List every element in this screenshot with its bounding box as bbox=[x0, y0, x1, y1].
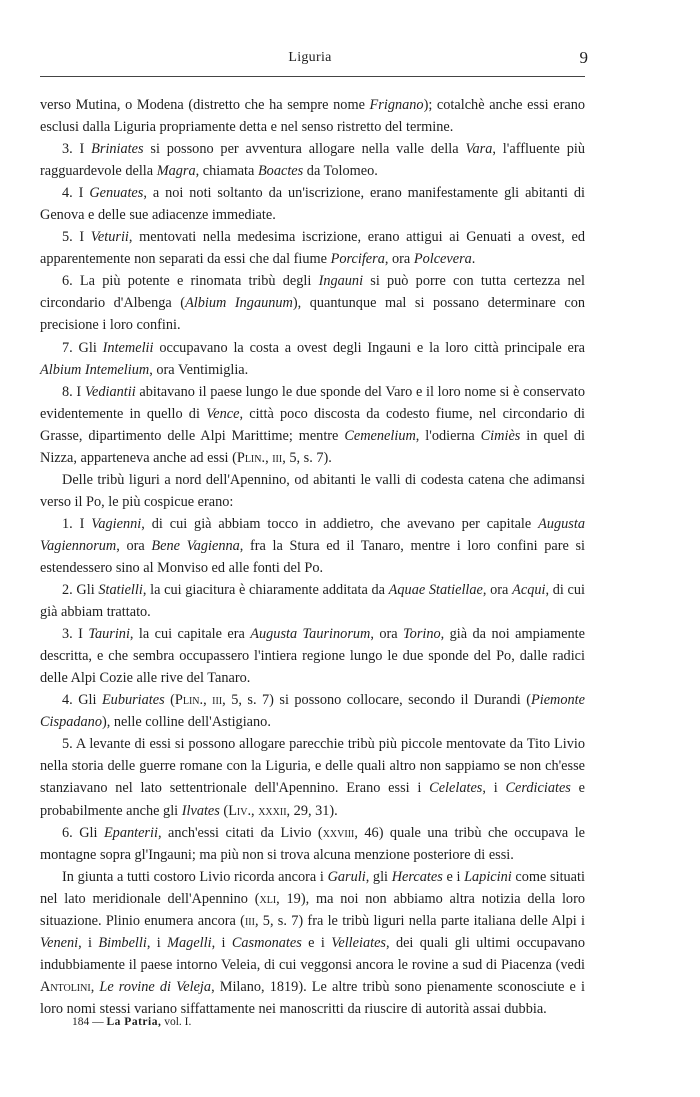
text-run: in quel di Nizza, apparteneva anche ad essi ( bbox=[40, 427, 585, 466]
text-run: si può porre con tutta certezza nel circondario d'Albenga ( bbox=[40, 273, 585, 312]
text-run: , 5, s. 7) fra le tribù liguri nella parte italiana delle Alpi i bbox=[254, 912, 585, 929]
paragraph bbox=[40, 733, 585, 821]
smallcaps-text: iii bbox=[272, 449, 283, 466]
italic-text: Velleiates bbox=[331, 934, 386, 951]
italic-text: Garuli bbox=[327, 868, 366, 885]
running-title: Liguria bbox=[288, 50, 332, 65]
smallcaps-text: iii bbox=[212, 692, 223, 709]
smallcaps-text: Plin. bbox=[174, 692, 204, 709]
text-run: 8. I bbox=[62, 383, 85, 400]
text-run: In giunta a tutti costoro Livio ricorda ancora i bbox=[62, 868, 328, 885]
text-run: , 19), ma noi non abbiamo altra notizia della loro situazione. Plinio enumera ancora ( bbox=[40, 890, 585, 929]
text-run: ), quantunque mal si possano determinare con precisione i loro confini. bbox=[40, 295, 585, 334]
text-run: , già da noi ampiamente descritta, e che sembra occupassero l'intiera regione lungo le due sponde del Po, dalle radici delle Alpi Cozie alle rive del Tanaro. bbox=[40, 626, 585, 687]
signature-brand: La Patria, bbox=[106, 1016, 162, 1028]
paragraph bbox=[40, 623, 585, 689]
italic-text: Taurini bbox=[88, 626, 130, 643]
text-run: , 5, s. 7) si possono collocare, secondo il Durandi ( bbox=[222, 692, 531, 709]
text-run: , 29, 31). bbox=[286, 802, 338, 819]
text-run: , i bbox=[146, 934, 168, 951]
paragraph bbox=[40, 689, 585, 733]
text-run: , di cui già abbiam tocco in addietro, che avevano per capitale bbox=[141, 515, 539, 532]
text-run: , i bbox=[78, 934, 99, 951]
text-run: , chiamata bbox=[195, 163, 258, 180]
text-run: ( bbox=[219, 802, 229, 819]
text-run: occupavano la costa a ovest degli Ingauni e la loro città principale era bbox=[153, 339, 585, 356]
text-run: ); cotalchè anche essi erano esclusi dalla Liguria propriamente detta e nel senso ristretto del termine. bbox=[40, 97, 585, 136]
running-header bbox=[40, 48, 588, 74]
text-run: abitavano il paese lungo le due sponde del Varo e il loro nome si è conservato evidentemente in quello di bbox=[40, 383, 585, 422]
italic-text: Le rovine di Veleja bbox=[99, 978, 212, 995]
italic-text: Vence bbox=[206, 405, 240, 422]
text-run: , gli bbox=[365, 868, 392, 885]
italic-text: Hercates bbox=[391, 868, 443, 885]
paragraph bbox=[40, 226, 585, 270]
italic-text: Celelates bbox=[429, 780, 483, 797]
text-run: da Tolomeo. bbox=[303, 163, 378, 180]
text-run: 6. Gli bbox=[62, 824, 104, 841]
text-run: 5. I bbox=[62, 229, 91, 246]
smallcaps-text: xli bbox=[259, 890, 277, 907]
text-run: , bbox=[90, 978, 100, 995]
text-run: come situati nel lato meridionale dell'Apennino ( bbox=[40, 868, 585, 907]
italic-text: Briniates bbox=[91, 141, 144, 158]
text-run: , mentovati nella medesima iscrizione, erano attigui ai Genuati a ovest, ed apparentemente non separati da essi che dal fiume bbox=[40, 229, 585, 268]
italic-text: Epanterii bbox=[103, 824, 158, 841]
italic-text: Aquae Statiellae bbox=[388, 582, 483, 599]
text-run: 2. Gli bbox=[62, 582, 99, 599]
smallcaps-text: Antolini bbox=[40, 978, 91, 995]
smallcaps-text: iii bbox=[244, 912, 255, 929]
text-run: si possono per avventura allogare nella valle della bbox=[143, 141, 466, 158]
text-run: , la cui capitale era bbox=[129, 626, 251, 643]
text-run: , Milano, 1819). Le altre tribù sono pienamente sconosciute e i loro nomi stessi variano siffattamente nei manoscritti da riuscire di autorità assai dubbia. bbox=[40, 978, 585, 1017]
paragraph bbox=[40, 381, 585, 469]
paragraph bbox=[40, 270, 585, 336]
text-run: ), nelle colline dell'Astigiano. bbox=[101, 714, 271, 731]
italic-text: Frignano bbox=[369, 97, 424, 113]
paragraph bbox=[40, 182, 585, 226]
italic-text: Intemelii bbox=[102, 339, 154, 356]
italic-text: Genuates bbox=[89, 185, 144, 202]
italic-text: Cerdiciates bbox=[505, 780, 571, 797]
text-run: Delle tribù liguri a nord dell'Apennino, od abitanti le valli di codesta catena che adimansi verso il Po, le più cospicue erano: bbox=[40, 471, 585, 510]
text-run: e i bbox=[301, 934, 332, 951]
text-run: 3. I bbox=[62, 626, 89, 643]
text-run: , anch'essi citati da Livio ( bbox=[157, 824, 323, 841]
text-run: 4. I bbox=[62, 185, 90, 202]
text-run: 3. I bbox=[62, 141, 92, 158]
text-run: , ora bbox=[116, 537, 152, 554]
text-run: , dei quali gli ultimi occupavano indubbiamente il paese intorno Veleia, di cui veggonsi ancora le rovine a sud di Piacenza (vedi bbox=[40, 934, 585, 973]
text-run: , bbox=[203, 692, 213, 709]
text-run: , ora bbox=[482, 582, 513, 599]
italic-text: Augusta Vagiennorum bbox=[40, 515, 585, 554]
text-run: , 46) quale una tribù che occupava le montagne sopra gl'Ingauni; ma più non si trova alcuna menzione posteriore di essi. bbox=[40, 824, 586, 863]
italic-text: Bene Vagienna bbox=[151, 537, 240, 554]
italic-text: Magra bbox=[156, 163, 196, 180]
text-run: , bbox=[251, 802, 259, 819]
signature-volume: vol. I. bbox=[161, 1016, 192, 1028]
smallcaps-text: xxviii bbox=[322, 824, 355, 841]
paragraph bbox=[40, 138, 585, 182]
text-run: 1. I bbox=[62, 515, 92, 532]
italic-text: Albium Intemelium bbox=[40, 361, 150, 378]
text-run: ( bbox=[164, 692, 175, 709]
text-run: , ora bbox=[384, 251, 414, 268]
text-run: , i bbox=[482, 780, 506, 797]
paragraph bbox=[40, 579, 585, 623]
italic-text: Acqui bbox=[512, 582, 546, 599]
italic-text: Polcevera bbox=[413, 251, 472, 268]
italic-text: Veturii bbox=[90, 229, 129, 246]
text-run: , a noi noti soltanto da un'iscrizione, erano manifestamente gli abitanti di Genova e delle sue adiacenze immediate. bbox=[40, 185, 585, 224]
smallcaps-text: Plin. bbox=[236, 449, 266, 466]
paragraph bbox=[40, 469, 585, 513]
text-run: , l'odierna bbox=[415, 427, 481, 444]
italic-text: Lapicini bbox=[464, 868, 512, 885]
header-rule bbox=[40, 76, 585, 77]
text-run: 5. A levante di essi si possono allogare parecchie tribù più piccole mentovate da Tito Livio nella storia delle guerre romane con la Liguria, e delle quali altro non sappiamo se non ch'esse stanziavano nel lato settentrionale dell'Apennino. Erano essi i bbox=[40, 736, 585, 797]
italic-text: Albium Ingaunum bbox=[185, 295, 293, 312]
printer-signature bbox=[72, 1016, 191, 1028]
text-run: , i bbox=[211, 934, 232, 951]
italic-text: Cemenelium bbox=[344, 427, 416, 444]
text-run: , ora bbox=[370, 626, 404, 643]
page-number: 9 bbox=[579, 48, 588, 67]
body-text bbox=[40, 94, 585, 1020]
italic-text: Vagienni bbox=[91, 515, 142, 532]
italic-text: Piemonte Cispadano bbox=[40, 692, 585, 731]
text-run: e probabilmente anche gli bbox=[40, 780, 585, 819]
italic-text: Statielli bbox=[98, 582, 143, 599]
italic-text: Magelli bbox=[167, 934, 212, 951]
italic-text: Boactes bbox=[257, 163, 304, 180]
italic-text: Ingauni bbox=[318, 273, 364, 290]
paragraph bbox=[40, 337, 585, 381]
text-run: 4. Gli bbox=[62, 692, 102, 709]
text-run: 6. La più potente e rinomata tribù degli bbox=[62, 273, 319, 290]
paragraph bbox=[40, 513, 585, 579]
text-run: 7. Gli bbox=[62, 339, 103, 356]
paragraph bbox=[40, 866, 585, 1020]
text-run: , 5, s. 7). bbox=[282, 449, 332, 466]
italic-text: Augusta Taurinorum bbox=[250, 626, 371, 643]
text-run: , fra la Stura ed il Tanaro, mentre i loro confini pare si estendessero sino al Monviso ed alle fonti del Po. bbox=[40, 537, 585, 576]
italic-text: Porcifera bbox=[330, 251, 385, 268]
smallcaps-text: Liv. bbox=[228, 802, 252, 819]
text-run: e i bbox=[442, 868, 465, 885]
paragraph bbox=[40, 822, 585, 866]
text-run: , ora Ventimiglia. bbox=[149, 361, 249, 378]
italic-text: Casmonates bbox=[231, 934, 302, 951]
italic-text: Veneni bbox=[40, 934, 79, 951]
smallcaps-text: xxxii bbox=[258, 802, 287, 819]
italic-text: Bimbelli bbox=[98, 934, 147, 951]
italic-text: Euburiates bbox=[101, 692, 165, 709]
text-run: verso Mutina, o Modena (distretto che ha sempre nome bbox=[40, 97, 370, 113]
text-run: , la cui giacitura è chiaramente additata da bbox=[142, 582, 389, 599]
text-run: , l'affluente più ragguardevole della bbox=[40, 141, 585, 180]
italic-text: Cimiès bbox=[480, 427, 521, 444]
italic-text: Vara bbox=[465, 141, 493, 158]
italic-text: Ilvates bbox=[181, 802, 220, 819]
paragraph bbox=[40, 94, 585, 138]
text-run: . bbox=[471, 251, 476, 268]
signature-mark: 184 — bbox=[72, 1016, 107, 1028]
italic-text: Torino bbox=[403, 626, 441, 643]
italic-text: Vediantii bbox=[84, 383, 136, 400]
text-run: , bbox=[265, 449, 273, 466]
text-run: , città poco discosta da codesto fiume, nel circondario di Grasse, dipartimento delle Alpi Marittime; mentre bbox=[40, 405, 585, 444]
text-run: , di cui già abbiam trattato. bbox=[40, 582, 586, 621]
